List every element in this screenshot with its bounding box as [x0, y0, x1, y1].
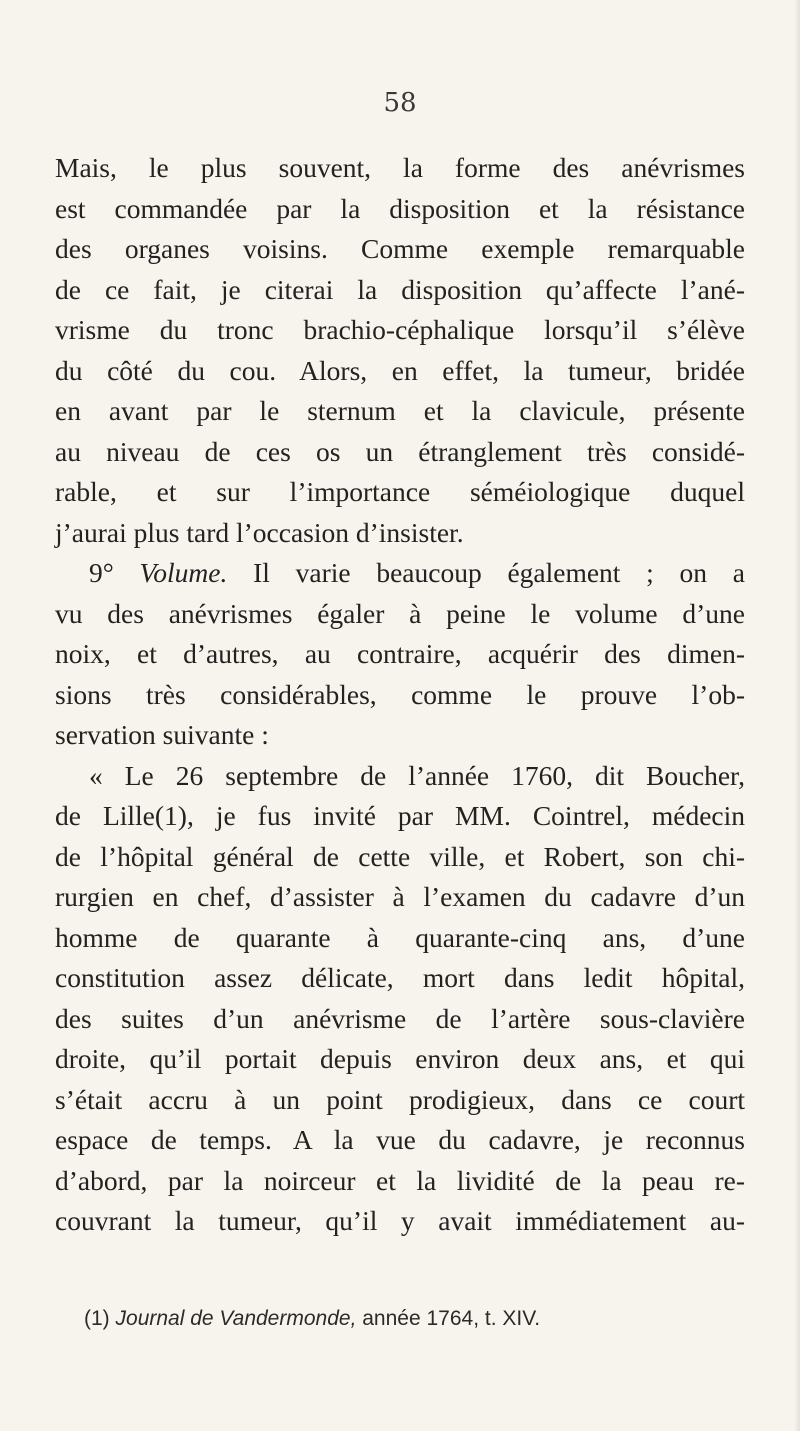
text-line: constitution assez délicate, mort dans ledit hôpital,	[55, 962, 745, 993]
text-line: Mais, le plus souvent, la forme des anévrismes	[55, 152, 745, 183]
footnote-details: année 1764, t. XIV.	[362, 1307, 541, 1330]
text-line: est commandée par la disposition et la résistance	[55, 192, 745, 224]
text-line: de l’hôpital général de cette ville, et Robert, son chi-	[55, 840, 745, 872]
text-line: vrisme du tronc brachio-céphalique lorsqu’il s’élève	[55, 314, 745, 345]
page-edge-shadow	[794, 0, 800, 1431]
text-line: des suites d’un anévrisme de l’artère sous-clavière	[55, 1002, 745, 1034]
text-line: « Le 26 septembre de l’année 1760, dit Boucher,	[89, 759, 745, 791]
footnote-source: Journal de Vandermonde,	[115, 1307, 357, 1330]
text-line: j’aurai plus tard l’occasion d’insister.	[55, 516, 464, 548]
text-line: au niveau de ces os un étranglement très considé-	[55, 435, 745, 467]
text-line: espace de temps. A la vue du cadavre, je reconnus	[55, 1124, 745, 1155]
text-line: rable, et sur l’importance séméiologique duquel	[55, 476, 745, 507]
text-line: de Lille(1), je fus invité par MM. Cointrel, médecin	[55, 800, 745, 831]
footnote-marker: (1)	[84, 1307, 110, 1330]
text-line: s’était accru à un point prodigieux, dans ce court	[55, 1083, 745, 1115]
footnote	[84, 1307, 540, 1331]
body-text	[55, 148, 745, 1242]
text-line: de ce fait, je citerai la disposition qu’affecte l’ané-	[55, 273, 745, 305]
text-line: en avant par le sternum et la clavicule, présente	[55, 395, 745, 426]
text-line: servation suivante :	[55, 719, 269, 750]
text-line: homme de quarante à quarante-cinq ans, d’une	[55, 921, 745, 953]
text-line: sions très considérables, comme le prouve l’ob-	[55, 678, 745, 710]
text-line: du côté du cou. Alors, en effet, la tumeur, bridée	[55, 354, 745, 386]
text-line: couvrant la tumeur, qu’il y avait immédiatement au-	[55, 1205, 745, 1236]
text-line: noix, et d’autres, au contraire, acquérir des dimen-	[55, 638, 745, 669]
text-line: des organes voisins. Comme exemple remarquable	[55, 233, 745, 264]
page-number: 58	[383, 88, 417, 118]
text-line: 9° Volume. Il varie beaucoup également ; on a	[89, 557, 746, 588]
text-line: rurgien en chef, d’assister à l’examen du cadavre d’un	[55, 881, 745, 912]
text-line: droite, qu’il portait depuis environ deux ans, et qui	[55, 1043, 745, 1074]
text-line: vu des anévrismes égaler à peine le volume d’une	[55, 597, 745, 629]
text-line: d’abord, par la noirceur et la lividité de la peau re-	[55, 1164, 745, 1196]
